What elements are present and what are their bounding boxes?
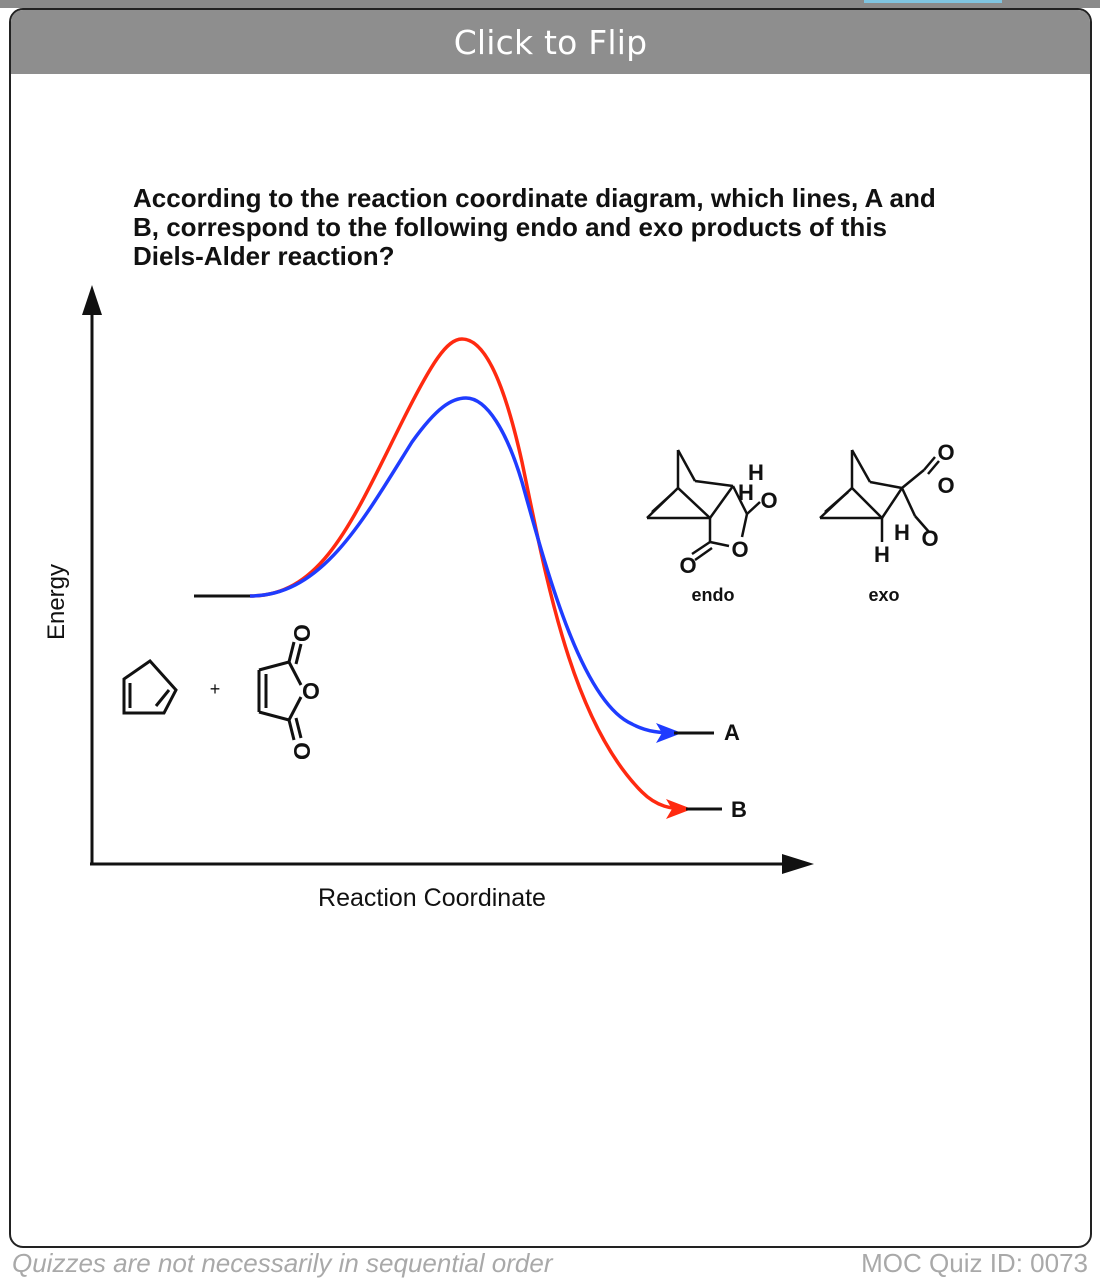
flashcard[interactable] xyxy=(9,8,1092,1248)
reaction-coordinate-diagram xyxy=(11,10,1090,1246)
exo-label: exo xyxy=(868,585,900,605)
endo-label: endo xyxy=(691,585,735,605)
x-axis-label: Reaction Coordinate xyxy=(318,884,546,912)
flip-label: Click to Flip xyxy=(453,22,648,62)
exo-h-top: H xyxy=(894,520,910,545)
maleic-anhydride-structure xyxy=(259,642,301,740)
anhydride-o-top: O xyxy=(289,624,315,642)
axes xyxy=(90,302,792,864)
top-tab-indicator xyxy=(864,0,1002,3)
exo-o-bottom: O xyxy=(921,526,939,551)
sequential-order-note: Quizzes are not necessarily in sequential order xyxy=(12,1248,553,1278)
y-axis-arrow xyxy=(82,285,102,315)
cyclopentadiene-structure xyxy=(124,661,176,713)
endo-h-top: H xyxy=(748,460,764,485)
endo-o-ring: O xyxy=(731,537,749,562)
endo-o-left: O xyxy=(679,553,697,578)
exo-o-top: O xyxy=(937,440,955,465)
plus-sign: + xyxy=(209,679,221,699)
label-a: A xyxy=(724,720,740,745)
anhydride-o-bottom: O xyxy=(289,742,315,760)
y-axis-label: Energy xyxy=(43,563,70,641)
label-b: B xyxy=(731,797,747,822)
exo-h-bottom: H xyxy=(874,542,890,567)
quiz-id: MOC Quiz ID: 0073 xyxy=(861,1248,1088,1278)
x-axis-arrow xyxy=(782,854,814,874)
anhydride-o-ring: O xyxy=(302,678,320,704)
exo-o-ring: O xyxy=(937,473,955,498)
endo-o-right: O xyxy=(760,488,778,513)
endo-h-bottom: H xyxy=(738,480,754,505)
question-text: According to the reaction coordinate diagram, which lines, A and B, correspond to the following endo and exo products of this Diels-Alder reaction? xyxy=(133,183,936,271)
